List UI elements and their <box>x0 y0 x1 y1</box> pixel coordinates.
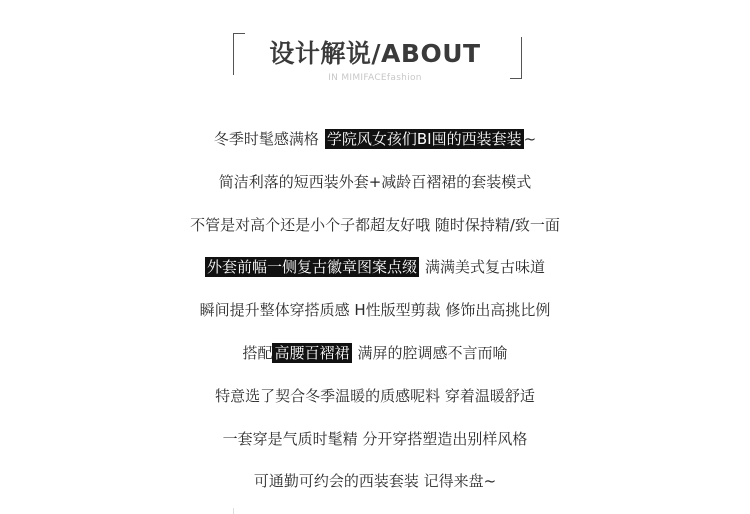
line-text: 搭配 <box>242 343 273 362</box>
line-text: 可通勤可约会的西装套装 记得来盘~ <box>253 472 497 491</box>
description-line <box>0 428 750 450</box>
description-line <box>0 342 750 364</box>
line-text-tail: ~ <box>523 130 537 148</box>
line-text: 冬季时髦感满格 <box>213 130 319 148</box>
highlight-text: 外套前幅一侧复古徽章图案点缀 <box>206 258 417 277</box>
line-text-tail: 满屏的腔调感不言而喻 <box>357 343 508 362</box>
section-header <box>0 0 750 100</box>
description-line <box>0 128 750 150</box>
highlight-text: 学院风女孩们BI囤的西装套装 <box>326 130 522 148</box>
section-title: 设计解说/ABOUT <box>269 39 481 68</box>
description-line <box>0 171 750 193</box>
section-subtitle: IN MIMIFACEfashion <box>328 73 422 83</box>
description-line <box>0 214 750 236</box>
footer-bracket <box>233 508 246 514</box>
line-text-tail: 满满美式复古味道 <box>425 258 546 277</box>
description-line <box>0 299 750 321</box>
line-text: 瞬间提升整体穿搭质感 H性版型剪裁 修饰出高挑比例 <box>199 301 551 320</box>
highlight-text: 高腰百褶裙 <box>274 343 350 362</box>
line-text: 特意选了契合冬季温暖的质感呢料 穿着温暖舒适 <box>215 386 535 405</box>
line-text: 一套穿是气质时髦精 分开穿搭塑造出别样风格 <box>222 429 528 448</box>
line-text: 不管是对高个还是小个子都超友好哦 随时保持精/致一面 <box>190 215 560 234</box>
description-line <box>0 256 750 278</box>
description-body <box>0 128 750 513</box>
description-line <box>0 470 750 492</box>
description-line <box>0 385 750 407</box>
line-text: 简洁利落的短西装外套+减龄百褶裙的套装模式 <box>218 172 532 191</box>
